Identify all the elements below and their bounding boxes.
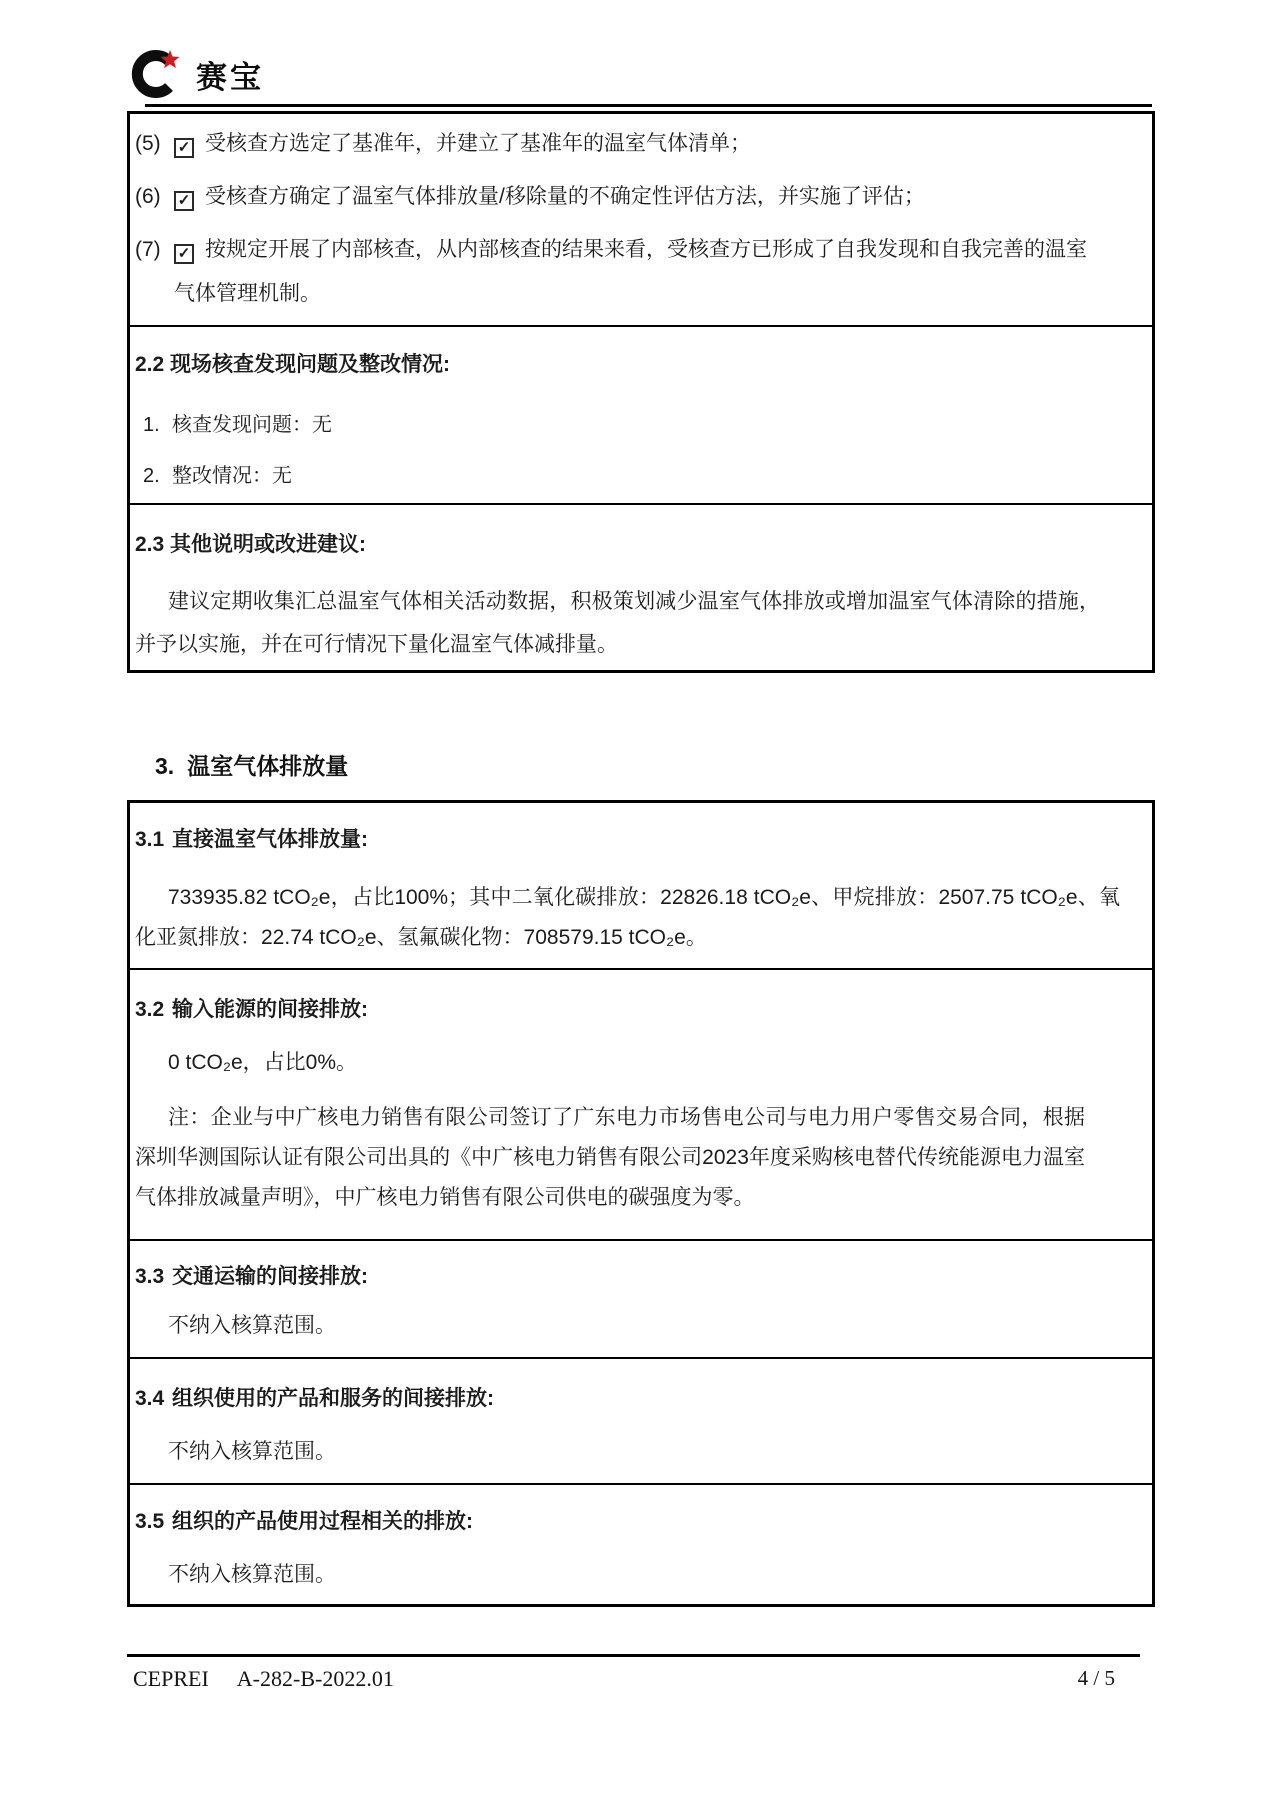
section-3-2-heading xyxy=(130,988,1152,1032)
footer-rule xyxy=(127,1654,1140,1657)
section-2-3-heading xyxy=(130,523,1152,567)
page-number: 4 / 5 xyxy=(1077,1666,1115,1690)
scope-note: 不纳入核算范围。 xyxy=(168,1314,336,1337)
checked-checkbox-icon: ✓ xyxy=(174,138,194,158)
chapter-title: 温室气体排放量 xyxy=(187,753,349,779)
chapter-3-heading xyxy=(155,744,348,788)
checklist-item-7 xyxy=(130,228,1152,316)
section-2-2-heading xyxy=(130,343,1152,387)
indirect-energy-note: 注：企业与中广核电力销售有限公司签订了广东电力市场售电公司与电力用户零售交易合同，根据深圳华测国际认证有限公司出具的《中广核电力销售有限公司2023年度采购核电替代传统能源电力温室气体排放减量声明》，中广核电力销售有限公司供电的碳强度为零。 xyxy=(135,1106,1085,1209)
checked-checkbox-icon: ✓ xyxy=(174,191,194,211)
checklist-item-5 xyxy=(130,122,1152,166)
section-number: 2.3 xyxy=(135,533,165,556)
checklist-item-6 xyxy=(130,175,1152,219)
section-title: 交通运输的间接排放: xyxy=(172,1265,368,1288)
section-3-3-row xyxy=(130,1239,1152,1357)
item-body xyxy=(174,228,1094,316)
footer-code: A-282-B-2022.01 xyxy=(236,1666,394,1691)
section-3-5-heading xyxy=(130,1500,1152,1544)
section-title: 其他说明或改进建议: xyxy=(170,533,366,556)
scope-note: 不纳入核算范围。 xyxy=(168,1563,336,1586)
section-3-2-row xyxy=(130,968,1152,1239)
section-2-3-row xyxy=(130,503,1152,670)
checklist-item-text: 按规定开展了内部核查，从内部核查的结果来看，受核查方已形成了自我发现和自我完善的温室气体管理机制。 xyxy=(174,238,1087,305)
section-3-1-heading xyxy=(130,818,1152,862)
scope-note: 不纳入核算范围。 xyxy=(168,1440,336,1463)
item-number: (7) xyxy=(135,238,161,261)
finding-item-2 xyxy=(130,454,1152,498)
checklist-item-text: 受核查方确定了温室气体排放量/移除量的不确定性评估方法，并实施了评估； xyxy=(205,185,925,208)
section-title: 直接温室气体排放量: xyxy=(172,828,368,851)
list-text: 核查发现问题：无 xyxy=(172,414,332,436)
checklist-item-text: 受核查方选定了基准年，并建立了基准年的温室气体清单； xyxy=(205,132,751,155)
checked-checkbox-icon: ✓ xyxy=(174,244,194,264)
cepri-logo xyxy=(128,48,264,100)
item-body xyxy=(174,122,751,166)
section-number: 3.4 xyxy=(135,1387,165,1410)
section-title: 组织的产品使用过程相关的排放: xyxy=(172,1510,473,1533)
footer xyxy=(127,1666,1140,1692)
list-text: 整改情况：无 xyxy=(172,465,292,487)
chapter-number: 3. xyxy=(155,753,175,779)
section-number: 3.5 xyxy=(135,1510,165,1533)
section-number: 3.2 xyxy=(135,998,165,1021)
suggestion-paragraph: 建议定期收集汇总温室气体相关活动数据，积极策划减少温室气体排放或增加温室气体清除的措施，并予以实施，并在可行情况下量化温室气体减排量。 xyxy=(135,590,1100,656)
logo-c-icon xyxy=(128,48,184,100)
item-number: (5) xyxy=(135,132,161,155)
footer-doc-code xyxy=(127,1666,394,1692)
logo-text: 赛宝 xyxy=(196,59,264,95)
section-title: 输入能源的间接排放: xyxy=(172,998,368,1021)
list-number: 2. xyxy=(143,465,160,487)
item-number: (6) xyxy=(135,185,161,208)
section-number: 2.2 xyxy=(135,353,165,376)
checklist-row xyxy=(130,114,1152,325)
section-2-2-row xyxy=(130,325,1152,503)
emissions-table xyxy=(127,800,1155,1607)
list-number: 1. xyxy=(143,414,160,436)
direct-emissions-paragraph: 733935.82 tCO₂e，占比100%；其中二氧化碳排放：22826.18 tCO₂e、甲烷排放：2507.75 tCO₂e、氧化亚氮排放：22.74 tCO₂e、氢氟碳化物：708579.15 tCO₂e。 xyxy=(135,886,1120,949)
item-body xyxy=(174,175,925,219)
finding-item-1 xyxy=(130,403,1152,447)
section-title: 组织使用的产品和服务的间接排放: xyxy=(172,1387,494,1410)
section-title: 现场核查发现问题及整改情况: xyxy=(170,353,450,376)
header-rule xyxy=(145,104,1152,107)
section-number: 3.1 xyxy=(135,828,165,851)
section-number: 3.3 xyxy=(135,1265,165,1288)
indirect-energy-value: 0 tCO₂e，占比0%。 xyxy=(168,1051,358,1074)
section-3-4-row xyxy=(130,1357,1152,1483)
section-3-1-row xyxy=(130,803,1152,968)
footer-org: CEPREI xyxy=(133,1666,209,1691)
section-3-5-row xyxy=(130,1483,1152,1604)
section-3-3-heading xyxy=(130,1255,1152,1299)
verification-summary-table xyxy=(127,111,1155,673)
section-3-4-heading xyxy=(130,1377,1152,1421)
